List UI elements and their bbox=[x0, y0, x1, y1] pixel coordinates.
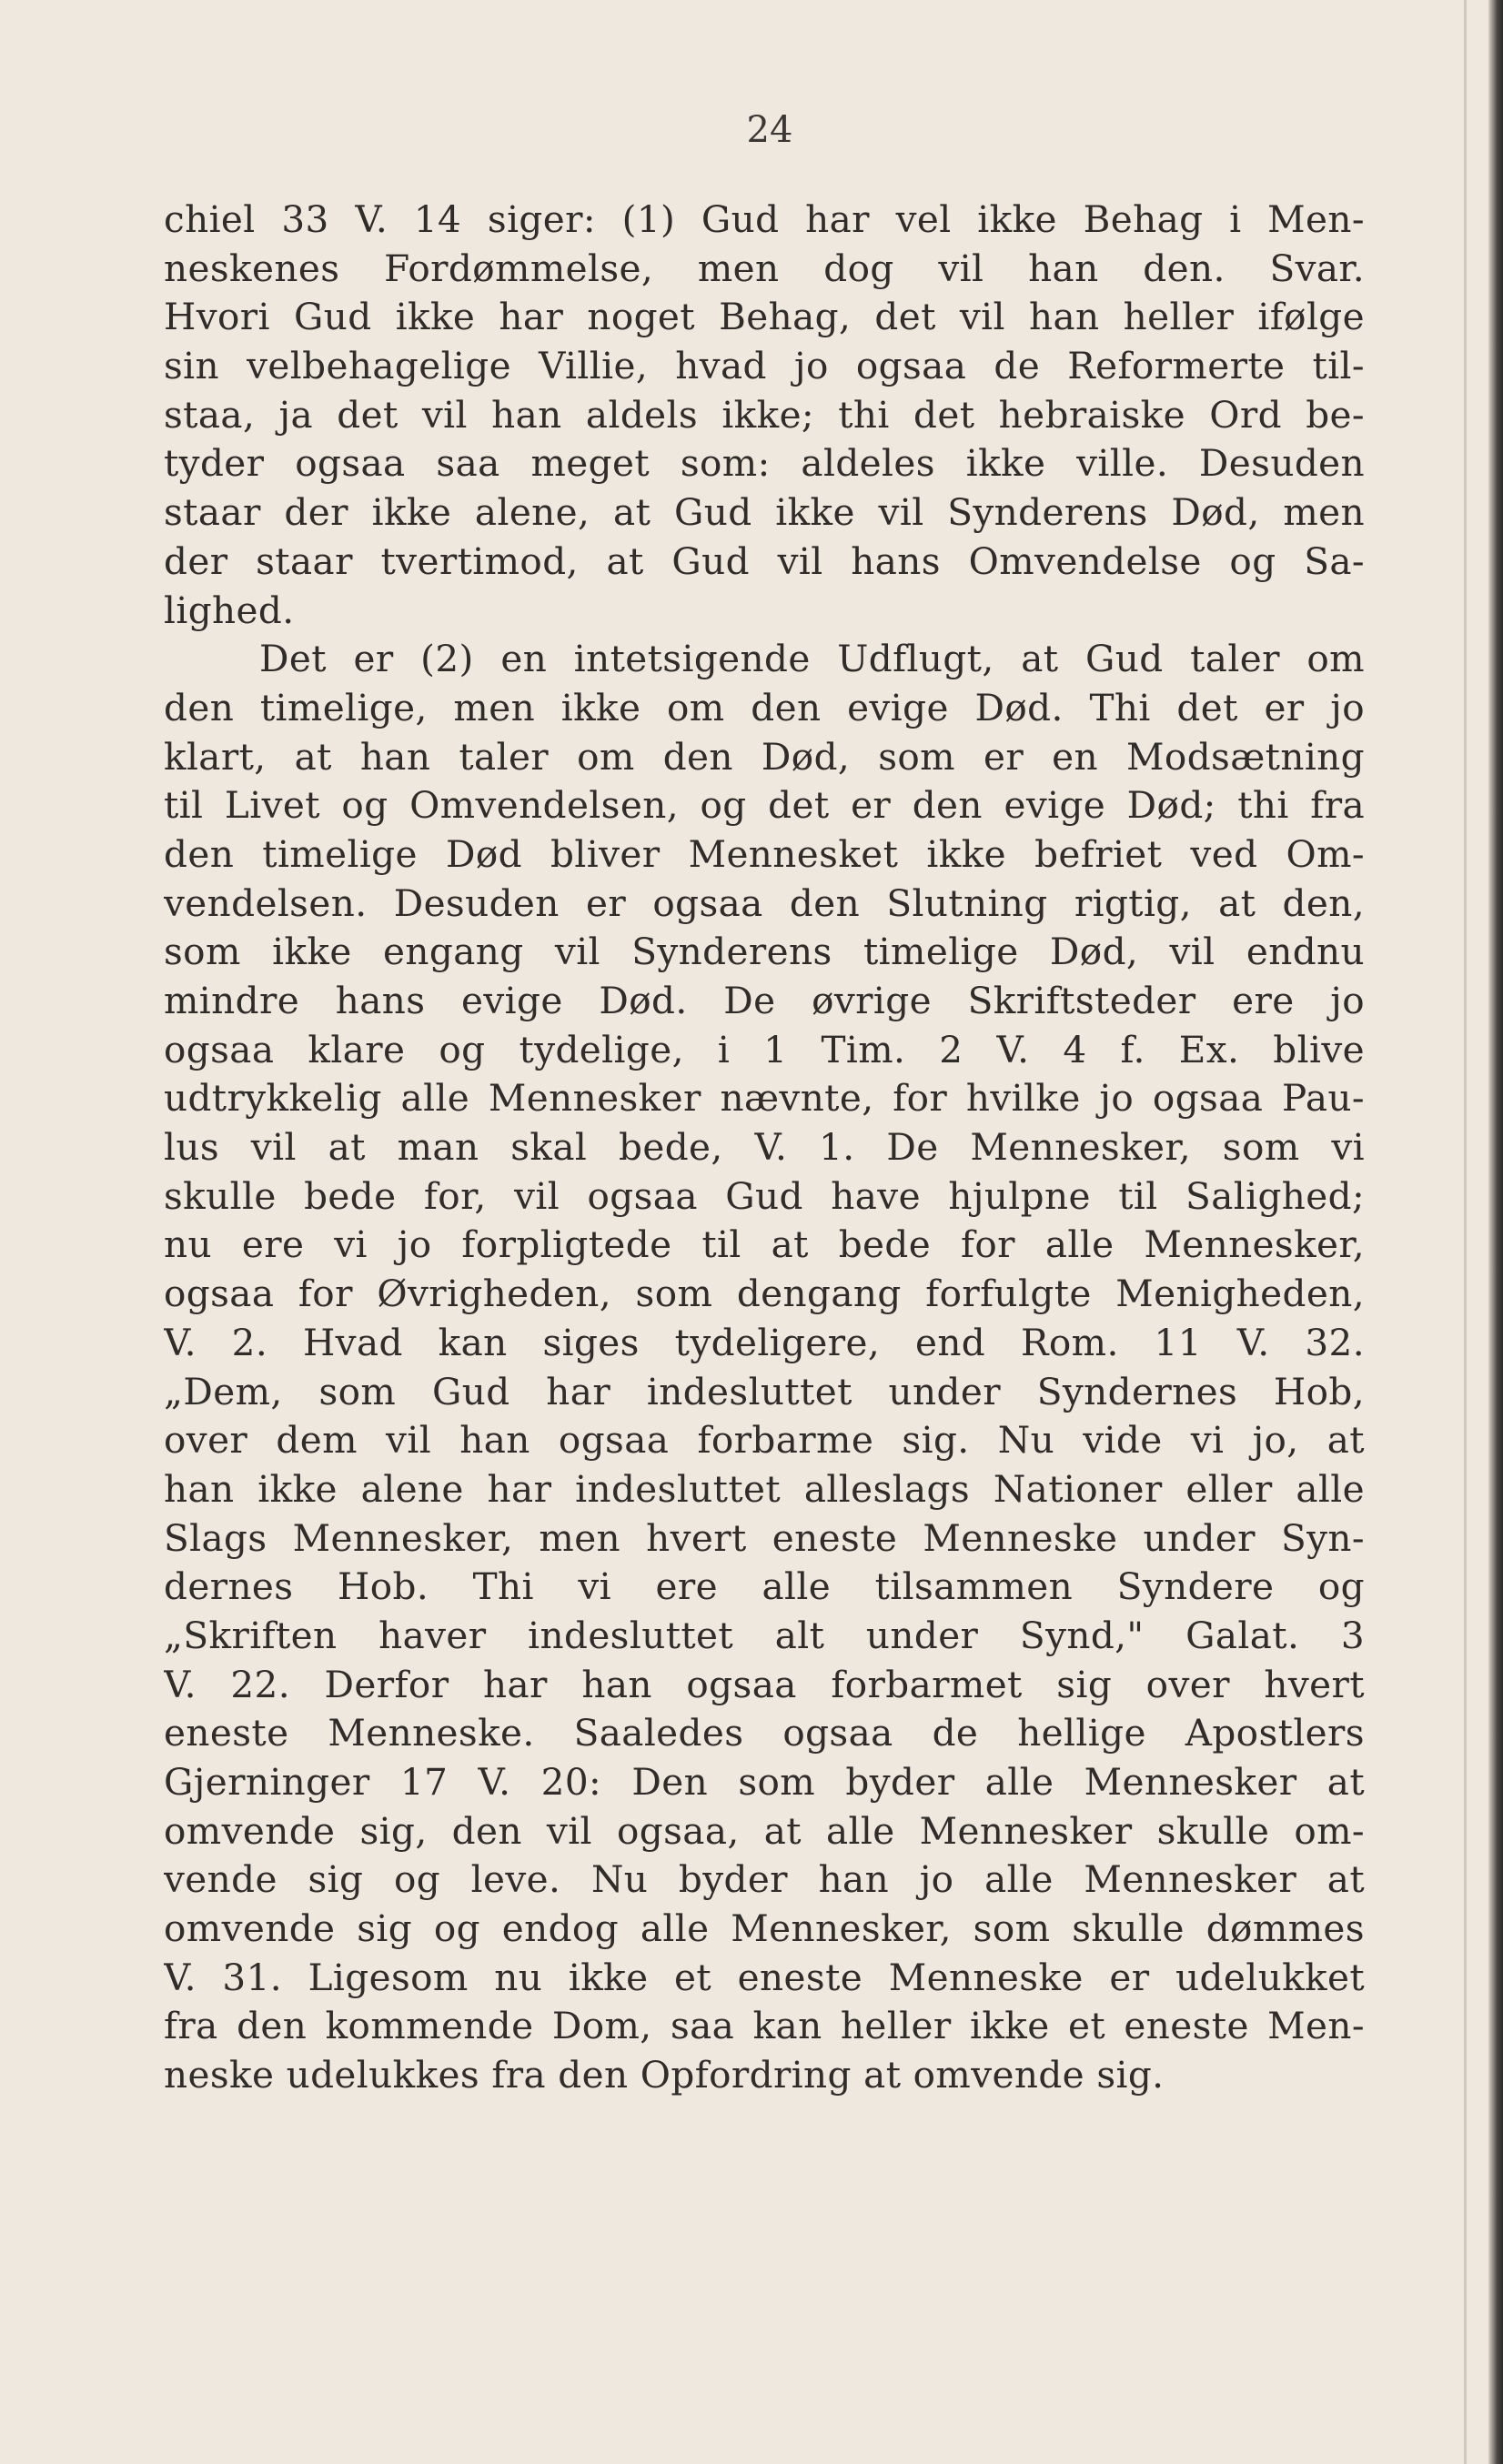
text-line: V. 2. Hvad kan siges tydeligere, end Rom. 11 V. 32. bbox=[164, 1320, 1365, 1364]
text-line: der staar tvertimod, at Gud vil hans Omvendelse og Sa- bbox=[164, 538, 1365, 583]
text-line: omvende sig og endog alle Mennesker, som skulle dømmes bbox=[164, 1906, 1365, 1951]
text-line: staa, ja det vil han aldels ikke; thi det hebraiske Ord be- bbox=[164, 392, 1365, 437]
text-line: ogsaa klare og tydelige, i 1 Tim. 2 V. 4 f. Ex. blive bbox=[164, 1027, 1365, 1071]
text-line: ogsaa for Øvrigheden, som dengang forfulgte Menigheden, bbox=[164, 1272, 1365, 1316]
page-edge-shadow bbox=[1488, 0, 1503, 2464]
text-line: han ikke alene har indesluttet alleslags Nationer eller alle bbox=[164, 1466, 1365, 1511]
text-line: over dem vil han ogsaa forbarme sig. Nu vide vi jo, at bbox=[164, 1418, 1365, 1463]
text-line: den timelige Død bliver Mennesket ikke befriet ved Om- bbox=[164, 831, 1365, 876]
text-line: sin velbehagelige Villie, hvad jo ogsaa de Reformerte til- bbox=[164, 344, 1365, 388]
text-line: Slags Mennesker, men hvert eneste Menneske under Syn- bbox=[164, 1515, 1365, 1560]
text-line: V. 22. Derfor har han ogsaa forbarmet sig over hvert bbox=[164, 1662, 1365, 1706]
text-line: „Dem, som Gud har indesluttet under Syndernes Hob, bbox=[164, 1369, 1365, 1413]
text-line: omvende sig, den vil ogsaa, at alle Mennesker skulle om- bbox=[164, 1808, 1365, 1853]
text-line: udtrykkelig alle Mennesker nævnte, for hvilke jo ogsaa Pau- bbox=[164, 1076, 1365, 1121]
text-line: Hvori Gud ikke har noget Behag, det vil han heller ifølge bbox=[164, 295, 1365, 339]
text-line: til Livet og Omvendelsen, og det er den evige Død; thi fra bbox=[164, 783, 1365, 828]
text-line: dernes Hob. Thi vi ere alle tilsammen Syndere og bbox=[164, 1564, 1365, 1609]
text-line: den timelige, men ikke om den evige Død. Thi det er jo bbox=[164, 685, 1365, 729]
text-line: lus vil at man skal bede, V. 1. De Mennesker, som vi bbox=[164, 1125, 1365, 1170]
text-line: som ikke engang vil Synderens timelige Død, vil endnu bbox=[164, 930, 1365, 974]
text-line: eneste Menneske. Saaledes ogsaa de hellige Apostlers bbox=[164, 1711, 1365, 1755]
text-line: lighed. bbox=[164, 588, 295, 632]
text-line: skulle bede for, vil ogsaa Gud have hjulpne til Salighed; bbox=[164, 1173, 1365, 1218]
text-line: nu ere vi jo forpligtede til at bede for alle Mennesker, bbox=[164, 1222, 1365, 1267]
text-line: Det er (2) en intetsigende Udflugt, at Gud taler om bbox=[259, 637, 1365, 681]
page-number: 24 bbox=[746, 109, 793, 151]
text-line: fra den kommende Dom, saa kan heller ikke et eneste Men- bbox=[164, 2004, 1365, 2048]
body-text bbox=[164, 196, 1365, 2100]
text-line: V. 31. Ligesom nu ikke et eneste Menneske er udelukket bbox=[164, 1955, 1365, 1999]
text-line: mindre hans evige Død. De øvrige Skriftsteder ere jo bbox=[164, 979, 1365, 1022]
text-line: vendelsen. Desuden er ogsaa den Slutning rigtig, at den, bbox=[164, 880, 1365, 925]
text-line: neske udelukkes fra den Opfordring at omvende sig. bbox=[164, 2053, 1165, 2097]
text-line: vende sig og leve. Nu byder han jo alle Mennesker at bbox=[164, 1857, 1365, 1902]
text-line: staar der ikke alene, at Gud ikke vil Synderens Død, men bbox=[164, 490, 1365, 535]
text-line: tyder ogsaa saa meget som: aldeles ikke ville. Desuden bbox=[164, 441, 1365, 486]
text-line: „Skriften haver indesluttet alt under Synd," Galat. 3 bbox=[164, 1613, 1365, 1657]
text-line: neskenes Fordømmelse, men dog vil han den. Svar. bbox=[164, 246, 1365, 290]
text-line: Gjerninger 17 V. 20: Den som byder alle Mennesker at bbox=[164, 1760, 1365, 1804]
page-edge-line bbox=[1464, 0, 1467, 2464]
text-line: klart, at han taler om den Død, som er en Modsætning bbox=[164, 734, 1365, 779]
text-line: chiel 33 V. 14 siger: (1) Gud har vel ikke Behag i Men- bbox=[164, 197, 1365, 241]
